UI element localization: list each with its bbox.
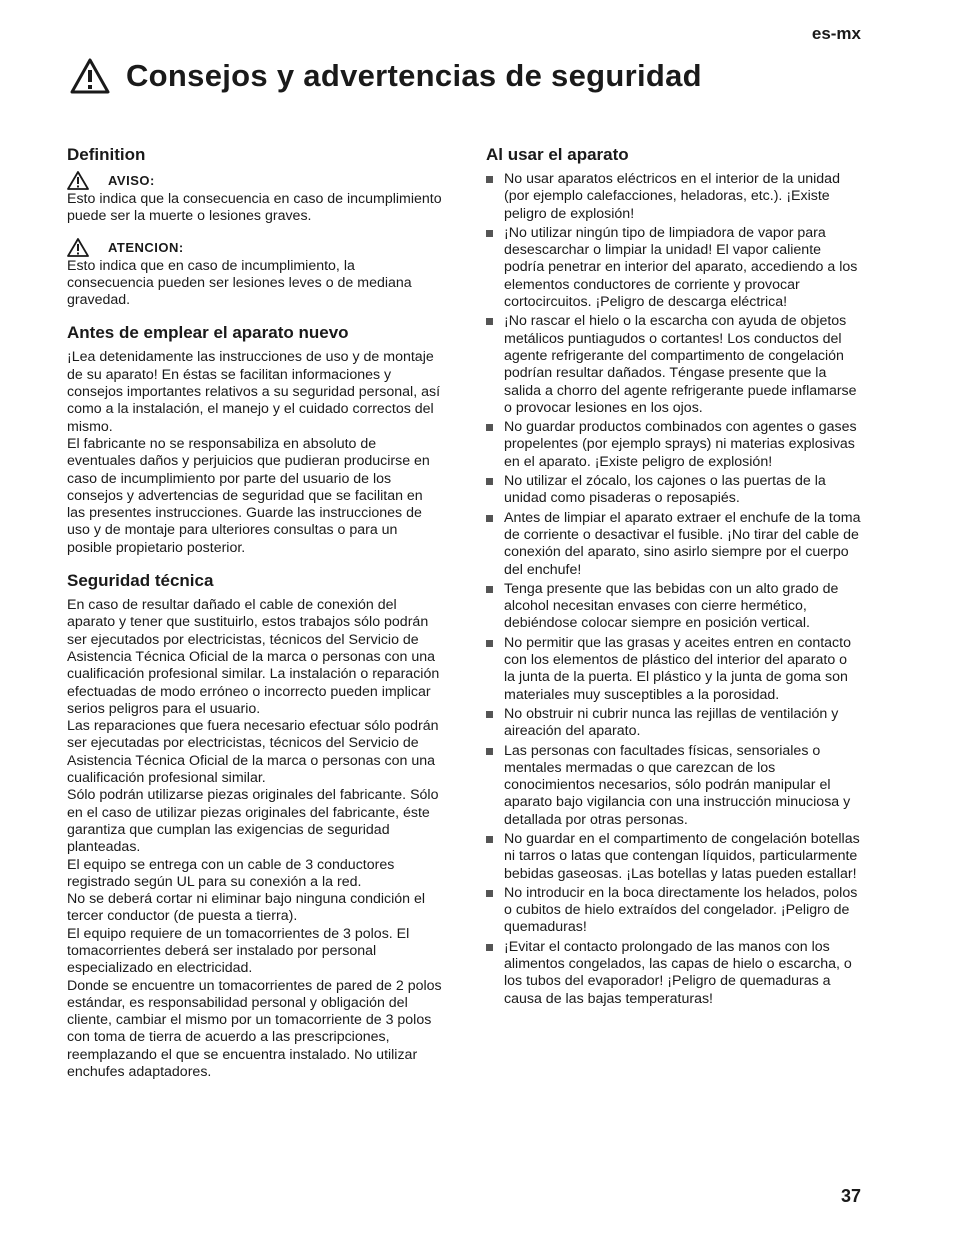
square-bullet-icon (486, 478, 493, 485)
left-column (67, 145, 443, 1081)
list-item: Las personas con facultades físicas, sensoriales o mentales mermadas o que carezcan de los conocimientos necesarios, sólo podrán manipular el aparato bajo vigilancia con una instrucción minuciosa y detallada por otras personas. (486, 743, 862, 829)
seguridad-paragraph-5: No se deberá cortar ni eliminar bajo ninguna condición el tercer conductor (de puesta a tierra). (67, 891, 426, 925)
square-bullet-icon (486, 176, 493, 183)
safety-list (486, 171, 862, 1008)
list-item: Tenga presente que las bebidas con un alto grado de alcohol necesitan envases con cierre hermético, debiéndose colocar siempre en posición vertical. (486, 581, 862, 633)
square-bullet-icon (486, 711, 493, 718)
square-bullet-icon (486, 515, 493, 522)
square-bullet-icon (486, 318, 493, 325)
square-bullet-icon (486, 230, 493, 237)
warning-triangle-icon (67, 171, 89, 190)
warning-triangle-icon (67, 238, 89, 257)
square-bullet-icon (486, 890, 493, 897)
right-column (486, 145, 862, 1010)
aviso-label-row (67, 171, 443, 190)
seguridad-paragraph-4: El equipo se entrega con un cable de 3 conductores registrado según UL para su conexión a la red. (67, 856, 395, 890)
aviso-text: Esto indica que la consecuencia en caso de incumplimiento puede ser la muerte o lesiones graves. (67, 191, 442, 225)
atencion-label: ATENCION: (108, 239, 184, 255)
language-code: es-mx (811, 24, 861, 43)
page-title: Consejos y advertencias de seguridad (126, 58, 702, 93)
square-bullet-icon (486, 944, 493, 951)
list-item: No guardar en el compartimento de congelación botellas ni tarros o latas que contengan líquidos, particularmente bebidas gaseosas. ¡Las botellas y latas pueden estallar! (486, 831, 862, 883)
warning-triangle-icon (70, 58, 110, 94)
seguridad-paragraph-7: Donde se encuentre un tomacorrientes de pared de 2 polos estándar, es responsabilidad personal y obligación del cliente, cambiar el mismo por un tomacorriente de 3 polos con toma de tierra de acuerdo a las prescripciones, reemplazando el que se encuentra instalado. No utilizar enchufes adaptadores. (67, 977, 442, 1081)
seguridad-paragraph-6: El equipo requiere de un tomacorrientes de 3 polos. El tomacorrientes deberá ser instalado por personal especializado en electricidad. (67, 925, 410, 977)
antes-paragraph-2: El fabricante no se responsabiliza en absoluto de eventuales daños y perjuicios que pudieran producirse en caso de incumplimiento por parte del usuario de los consejos y advertencias de seguridad que se facilitan en las presentes instrucciones. Guarde las instrucciones de uso y de montaje para ulteriores consultas o para un posible propietario posterior. (67, 435, 430, 556)
list-item: No introducir en la boca directamente los helados, polos o cubitos de hielo extraídos del congelador. ¡Peligro de quemaduras! (486, 885, 862, 937)
list-item: Antes de limpiar el aparato extraer el enchufe de la toma de corriente o desactivar el fusible. ¡No tirar del cable de conexión del aparato, sino asirlo siempre por el cuerpo del enchufe! (486, 510, 862, 579)
antes-paragraph-1: ¡Lea detenidamente las instrucciones de uso y de montaje de su aparato! En éstas se facilitan informaciones y consejos importantes relativos a su seguridad personal, así como a la instalación, el manejo y el cuidado correctos del mismo. (67, 349, 441, 435)
square-bullet-icon (486, 640, 493, 647)
square-bullet-icon (486, 424, 493, 431)
al-usar-heading: Al usar el aparato (486, 145, 629, 164)
seguridad-heading: Seguridad técnica (67, 571, 214, 591)
list-item: No utilizar el zócalo, los cajones o las puertas de la unidad como pisaderas o reposapiés. (486, 473, 862, 508)
list-item: No obstruir ni cubrir nunca las rejillas de ventilación y aireación del aparato. (486, 706, 862, 741)
aviso-label: AVISO: (108, 173, 155, 188)
square-bullet-icon (486, 836, 493, 843)
list-item: ¡Evitar el contacto prolongado de las manos con los alimentos congelados, las capas de hielo o escarcha, o los tubos del evaporador! ¡Peligro de quemaduras a causa de las bajas temperaturas! (486, 939, 862, 1008)
atencion-label-row (67, 238, 443, 257)
seguridad-paragraph-2: Las reparaciones que fuera necesario efectuar sólo podrán ser ejecutadas por electricistas, técnicos del Servicio de Asistencia Técnica Oficial de la marca o personas con una cualificación profesional similar. (67, 718, 439, 787)
page-header (70, 58, 702, 94)
square-bullet-icon (486, 586, 493, 593)
square-bullet-icon (486, 748, 493, 755)
atencion-text: Esto indica que en caso de incumplimiento, la consecuencia pueden ser lesiones leves o de mediana gravedad. (67, 257, 412, 309)
definition-heading: Definition (67, 145, 146, 164)
list-item: No usar aparatos eléctricos en el interior de la unidad (por ejemplo calefacciones, heladoras, etc.). ¡Existe peligro de explosión! (486, 171, 862, 223)
page-number: 37 (840, 1186, 861, 1206)
list-item: No permitir que las grasas y aceites entren en contacto con los elementos de plástico del interior del aparato o la junta de la puerta. El plástico y la junta de goma son materiales muy susceptibles a la porosidad. (486, 635, 862, 704)
seguridad-paragraph-3: Sólo podrán utilizarse piezas originales del fabricante. Sólo en el caso de utilizar piezas originales del fabricante, éste garantiza que cumplan las exigencias de seguridad planteadas. (67, 787, 439, 856)
list-item: ¡No rascar el hielo o la escarcha con ayuda de objetos metálicos puntiagudos o cortantes! Los conductos del agente refrigerante del compartimento de congelación podrían resultar dañados. Téngase presente que la salida a chorro del agente refrigerante puede inflamarse o provocar lesiones en los ojos. (486, 313, 862, 417)
list-item: No guardar productos combinados con agentes o gases propelentes (por ejemplo sprays) ni materias explosivas en el aparato. ¡Existe peligro de explosión! (486, 419, 862, 471)
seguridad-paragraph-1: En caso de resultar dañado el cable de conexión del aparato y tener que sustituirlo, estos trabajos sólo podrán ser ejecutados por electricistas, técnicos del Servicio de Asistencia Técnica Oficial de la marca o personas con una cualificación profesional similar. La instalación o reparación efectuadas de modo erróneo o incorrecto pueden implicar serios peligros para el usuario. (67, 597, 440, 717)
list-item: ¡No utilizar ningún tipo de limpiadora de vapor para desescarchar o limpiar la unidad! El vapor caliente podría penetrar en interior del aparato, accediendo a los elementos conductores de corriente y provocar cortocircuitos. ¡Peligro de descarga eléctrica! (486, 225, 862, 311)
antes-heading: Antes de emplear el aparato nuevo (67, 323, 349, 343)
